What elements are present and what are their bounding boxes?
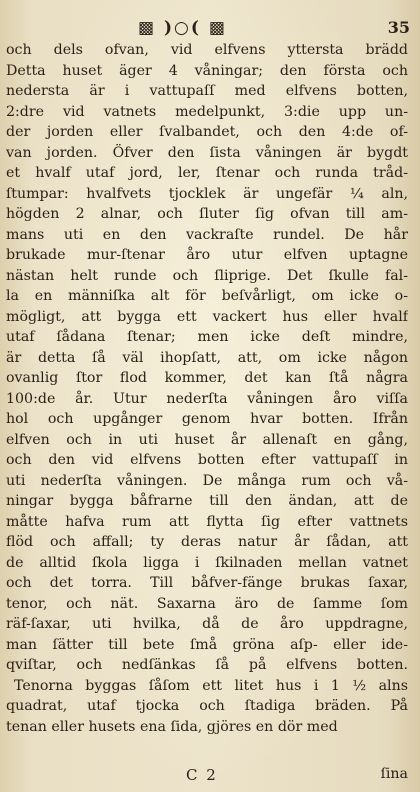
- text-line: et hvalf utaf jord, ler, ſtenar och runda tråd-: [6, 165, 408, 181]
- text-line: utaf ſådana ſtenar; men icke deſt mindre,: [6, 329, 408, 345]
- text-line: tenan eller husets ena ſida, gjöres en dör med: [6, 718, 338, 735]
- text-line: ningar bygga båfrarne till den ändan, att de: [6, 493, 408, 509]
- text-line: van jorden. Öfver den ſista våningen är bygdt: [6, 144, 408, 161]
- text-line: räf-ſaxar, uti hvilka, då de åro uppdragne,: [6, 616, 408, 632]
- page-header: [0, 8, 420, 38]
- page-number: 35: [387, 18, 410, 37]
- text-line: ſtumpar: hvalfvets tjocklek är ungefär ¼ aln,: [6, 185, 408, 202]
- text-line: der jorden eller ſvalbandet, och den 4:de of-: [6, 124, 408, 140]
- text-line: 100:de år. Utur nederſta våningen åro viſſa: [6, 390, 408, 407]
- text-line: och det torra. Till båfver-fänge brukas ſaxar,: [6, 575, 408, 591]
- catchword: ſina: [380, 766, 408, 782]
- text-line: Detta huset äger 4 våningar; den första och: [6, 62, 408, 79]
- text-line: la en männiſka alt för beſvårligt, om icke o-: [6, 288, 408, 304]
- text-line: högden 2 alnar, och ſluter ſig ofvan till am-: [6, 206, 408, 222]
- text-line: brukade mur-ſtenar åro utur elfven uptagne: [6, 247, 408, 263]
- text-line: uti nederſta våningen. De många rum och vå-: [6, 472, 408, 489]
- text-line: mögligt, att bygga ett vackert hus eller hvalf: [6, 308, 408, 325]
- text-line: mans uti en den vackraſte rundel. De hår: [6, 226, 408, 243]
- text-line: qviſtar, och nedſänkas ſå på elfvens botten.: [6, 657, 408, 673]
- text-line: flöd och affall; ty deras natur år ſådan, att: [6, 534, 408, 550]
- header-ornament: ▩ )○( ▩: [138, 18, 227, 38]
- text-line: elfven och in uti huset år allenaſt en gång,: [6, 431, 408, 448]
- body-text: [6, 40, 408, 737]
- text-line: nästan helt runde och ſliprige. Det ſkulle fal-: [6, 267, 408, 284]
- text-line: och den vid elfvens botten efter vattupaſſ in: [6, 452, 408, 468]
- text-line: Tenorna byggas ſåſom ett litet hus i 1 ½ alns: [14, 677, 408, 694]
- text-line: ovanlig ſtor flod kommer, det kan ſtå några: [6, 370, 408, 386]
- text-line: är detta ſå väl ihopſatt, att, om icke någon: [6, 349, 408, 366]
- text-line: måtte hafva rum att flytta ſig efter vattnets: [6, 513, 408, 530]
- text-line: de alltid ſkola ligga i ſkilnaden mellan vatnet: [6, 554, 408, 571]
- text-line: man ſätter till bete ſmå gröna aſp- eller ide-: [6, 636, 408, 653]
- text-line: nedersta är i vattupaſſ med elfvens botten,: [6, 83, 408, 99]
- text-line: och dels ofvan, vid elfvens yttersta brädd: [6, 42, 408, 58]
- text-line: hol och upgånger genom hvar botten. Ifrån: [6, 411, 408, 427]
- text-line: tenor, och nät. Saxarna äro de ſamme ſom: [6, 595, 408, 612]
- signature-mark: C 2: [186, 766, 218, 784]
- text-line: 2:dre vid vatnets medelpunkt, 3:die upp un-: [6, 103, 408, 120]
- text-line: quadrat, utaf tjocka och ſtadiga bräden. På: [6, 698, 408, 714]
- page-footer: [0, 766, 420, 788]
